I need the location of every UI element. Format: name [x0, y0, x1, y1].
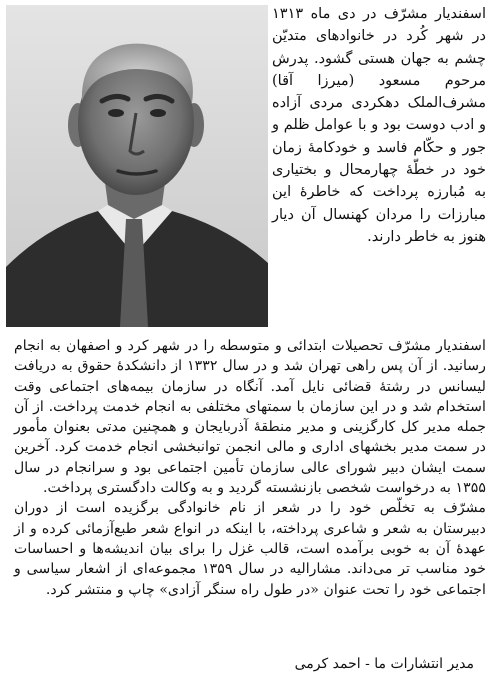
paragraph-poetry: مشرّف به تخلّص خود را در شعر از نام خانوادگی برگزیده است از دوران دبیرستان به شعر و شاعری پرداخته، با اینکه در انواع شعر طبع‌آزمائی کرده و از عهدهٔ آن به خوبی برآمده است، قالب غزل را برای بیان اندیشه‌ها و احساسات خود مناسب تر می‌داند. مشارالیه در سال ۱۳۵۹ مجموعه‌ای از اشعار سیاسی و اجتماعی خود را تحت عنوان «در طول راه سنگر آزادی» چاپ و منتشر کرد.	[14, 500, 486, 598]
biography-body	[14, 336, 486, 600]
paragraph-education-career: اسفندیار مشرّف تحصیلات ابتدائی و متوسطه را در شهر کرد و اصفهان به انجام رسانید. از آن پس راهی تهران شد و در سال ۱۳۳۲ از دانشکدهٔ حقوق به دریافت لیسانس در رشتهٔ قضائی نایل آمد. آنگاه در سازمان بیمه‌های اجتماعی وقت استخدام شد و در این سازمان با سمتهای مختلفی به انجام خدمت پرداخت. از آن جمله مدیر کل کارگزینی و مدیر منطقهٔ آذربایجان و همچنین مدتی بعنوان مأمور در سمت مدیر بخشهای اداری و مالی انجمن توانبخشی انجام خدمت کرد. آخرین سمت ایشان دبیر شورای عالی سازمان تأمین اجتماعی بود و سرانجام در سال ۱۳۵۵ به درخواست شخصی بازنشسته گردید و به وکالت دادگستری پرداخت.	[14, 338, 487, 497]
intro-column	[272, 3, 486, 248]
signature-line	[14, 654, 486, 674]
portrait-photo	[6, 5, 268, 327]
intro-text: اسفندیار مشرّف در دی ماه ۱۳۱۳ در شهر کُرد در خانوادهای متدیّن چشم به جهان هستی گشود. پدرش مرحوم مسعود (میرزا آقا) مشرف‌الملک دهکردی مردی آزاده و ادب دوست بود و با عوامل ظلم و جور و حکّام فاسد و خودکامهٔ زمان خود در خطّهٔ چهارمحال و بختیاری به مُبارزه پرداخت که خاطرهٔ این مبارزات را مردان کهنسال آن دیار هنوز به خاطر دارند.	[272, 6, 486, 245]
signature-text: مدیر انتشارات ما - احمد کرمی	[294, 656, 474, 672]
